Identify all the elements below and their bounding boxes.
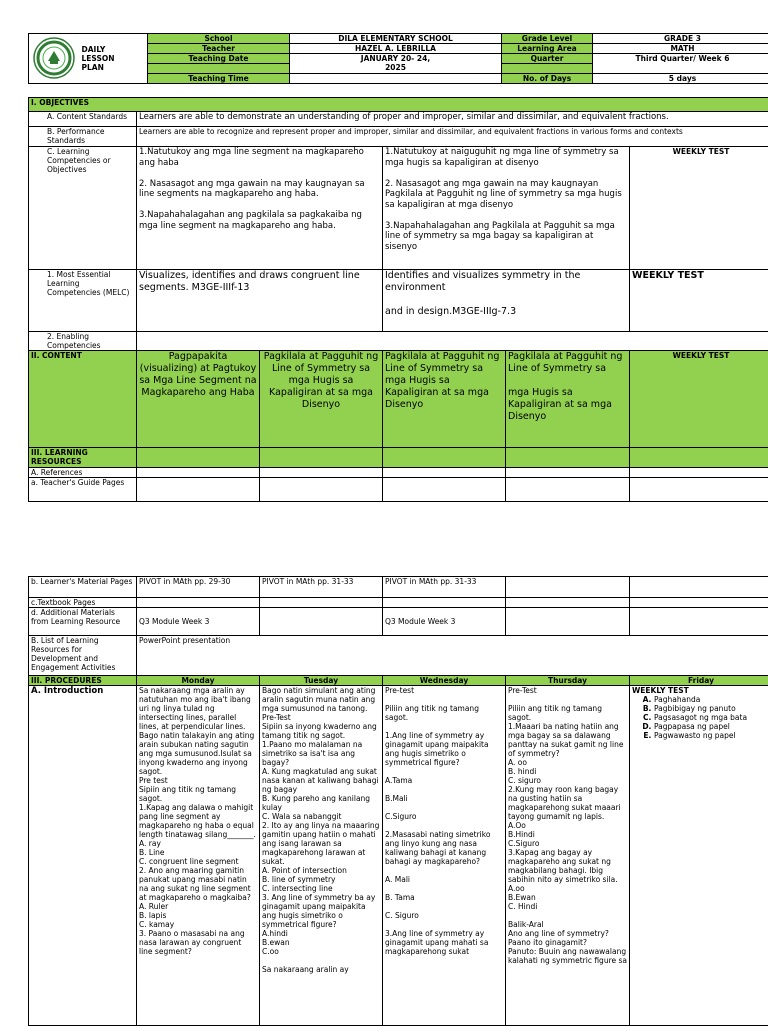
references-cell [260, 468, 383, 478]
resources-heading-cell [383, 448, 506, 468]
school-value: DILA ELEMENTARY SCHOOL [290, 34, 502, 44]
list-item: E. Pagwawasto ng papel [654, 731, 768, 740]
teachers-guide-cell [383, 478, 506, 502]
teaching-time-label: Teaching Time [148, 74, 290, 84]
references-cell [630, 468, 768, 478]
teacher-label: Teacher [148, 44, 290, 54]
introduction-thursday: Pre-Test Piliin ang titik ng tamang sagot. 1.Maaari ba nating hatiin ang mga bagay sa sa dalawang panttay na sukat gamit ng line of symmetry? A. oo B. hindi C. siguro 2.Kung may roon kang bagay na gusting hatiin sa magkaparehong sukat maaari tayong gumamit ng lapis. A.Oo B.Hindi C.Siguro 3.Kapag ang bagay ay magkapareho ang sukat ng magkabilang bahagi. Ibig sabihin nito ay simetriko sila. A.oo B.Ewan C. Hindi Balik-Aral Ano ang line of symmetry? Paano ito ginagamit? Panuto: Buuin ang nawawalang kalahati ng symmetric figure sa [506, 686, 630, 1026]
melc-friday: WEEKLY TEST [630, 270, 768, 332]
no-of-days-value: 5 days [593, 74, 768, 84]
references-label: A. References [29, 468, 137, 478]
list-of-resources-label: B. List of Learning Resources for Development and Engagement Activities [29, 636, 137, 676]
additional-materials-monday: Q3 Module Week 3 [137, 608, 260, 636]
friday-steps-list [632, 695, 768, 740]
school-label: School [148, 34, 290, 44]
learners-material-monday: PIVOT in MAth pp. 29-30 [137, 577, 260, 598]
list-of-resources-value: PowerPoint presentation [137, 636, 768, 676]
textbook-cell [137, 598, 260, 608]
blank-label-cell [502, 64, 593, 74]
grade-level-value: GRADE 3 [593, 34, 768, 44]
performance-standards-label: B. Performance Standards [29, 127, 137, 147]
references-cell [506, 468, 630, 478]
header-table [28, 33, 768, 84]
melc-monday: Visualizes, identifies and draws congruent line segments. M3GE-IIIf-13 [137, 270, 383, 332]
content-friday: WEEKLY TEST [630, 351, 768, 448]
enabling-competencies-label: 2. Enabling Competencies [29, 332, 137, 351]
list-item: B. Pagbibigay ng panuto [654, 704, 768, 713]
textbook-cell [260, 598, 383, 608]
references-cell [383, 468, 506, 478]
learners-material-cell [506, 577, 630, 598]
learning-area-value: MATH [593, 44, 768, 54]
day-header-tuesday: Tuesday [260, 676, 383, 686]
objectives-heading: I. OBJECTIVES [29, 98, 768, 112]
logo-cell [29, 34, 79, 84]
day-header-friday: Friday [630, 676, 768, 686]
content-heading: II. CONTENT [29, 351, 137, 448]
teaching-date-value: JANUARY 20- 24, 2025 [290, 54, 502, 74]
list-item: A. Paghahanda [654, 695, 768, 704]
melc-tue-thu: Identifies and visualizes symmetry in the environment and in design.M3GE-IIIg-7.3 [383, 270, 630, 332]
performance-standards-text: Learners are able to recognize and represent proper and improper, similar and dissimilar, and equivalent fractions in various forms and contexts [137, 127, 768, 147]
content-monday: Pagpapakita (visualizing) at Pagtukoy sa Mga Line Segment na Magkapareho ang Haba [137, 351, 260, 448]
content-thursday: Pagkilala at Pagguhit ng Line of Symmetry sa mga Hugis sa Kapaligiran at sa mga Disenyo [506, 351, 630, 448]
no-of-days-label: No. of Days [502, 74, 593, 84]
quarter-value: Third Quarter/ Week 6 [593, 54, 768, 74]
teaching-time-value [290, 74, 502, 84]
learners-material-tuesday: PIVOT in MAth pp. 31-33 [260, 577, 383, 598]
additional-materials-cell [630, 608, 768, 636]
content-standards-label: A. Content Standards [29, 112, 137, 127]
day-header-thursday: Thursday [506, 676, 630, 686]
teachers-guide-cell [137, 478, 260, 502]
learning-competencies-friday: WEEKLY TEST [630, 147, 768, 270]
introduction-tuesday: Bago natin simulant ang ating aralin sagutin muna natin ang mga sumusunod na tanong. Pre-Test Sipiin sa inyong kwaderno ang tamang titik ng sagot. 1.Paano mo malalaman na simetriko sa isa't isa ang bagay? A. Kung magkatulad ang sukat nasa kanan at kaliwang bahagi ng bagay B. Kung pareho ang kanilang kulay C. Wala sa nabanggit 2. Ito ay ang linya na maaaring gamitin upang hatiin o mahati ang isang larawan sa magkaparehong larawan at sukat. A. Point of intersection B. line of symmetry C. intersecting line 3. Ang line of symmetry ba ay ginagamit upang maipakita ang hugis simetriko o symmetrical figure? A.hindi B.ewan C.oo Sa nakaraang aralin ay [260, 686, 383, 1026]
learners-material-cell [630, 577, 768, 598]
list-item: C. Pagsasagot ng mga bata [654, 713, 768, 722]
procedures-table [28, 576, 768, 1026]
introduction-label: A. Introduction [29, 686, 137, 1026]
additional-materials-cell [506, 608, 630, 636]
resources-heading-cell [137, 448, 260, 468]
day-header-monday: Monday [137, 676, 260, 686]
teachers-guide-cell [260, 478, 383, 502]
learning-area-label: Learning Area [502, 44, 593, 54]
day-header-wednesday: Wednesday [383, 676, 506, 686]
introduction-monday: Sa nakaraang mga aralin ay natutuhan mo ang iba't ibang uri ng linya tulad ng intersecting lines, parallel lines, at perpendicular lines. Bago natin talakayin ang ating arain subukan nating sagutin ang mga sumusunod.Isulat sa inyong kwaderno ang inyong sagot. Pre test Sipiin ang titik ng tamang sagot. 1.Kapag ang dalawa o mahigit pang line segment ay magkapareho ng haba o equal length tinatawag silang_______. A. ray B. Line C. congruent line segment 2. Ano ang maaring gamitin panukat upang masabi natin na ang sukat ng line segment at magkapareho o magkaiba? A. Ruler B. lapis C. kamay 3. Paano o masasabi na ang nasa larawan ay congruent line segment? [137, 686, 260, 1026]
teachers-guide-label: a. Teacher's Guide Pages [29, 478, 137, 502]
procedures-heading: III. PROCEDURES [29, 676, 137, 686]
learning-competencies-label: C. Learning Competencies or Objectives [29, 147, 137, 270]
enabling-competencies-value [137, 332, 768, 351]
textbook-pages-label: c.Textbook Pages [29, 598, 137, 608]
introduction-friday [630, 686, 768, 1026]
melc-label: 1. Most Essential Learning Competencies (MELC) [29, 270, 137, 332]
content-wednesday: Pagkilala at Pagguhit ng Line of Symmetry sa mga Hugis sa Kapaligiran at sa mga Disenyo [383, 351, 506, 448]
quarter-label: Quarter [502, 54, 593, 64]
teachers-guide-cell [630, 478, 768, 502]
resources-heading-cell [506, 448, 630, 468]
friday-weekly-test-title: WEEKLY TEST [632, 686, 768, 695]
introduction-wednesday: Pre-test Piliin ang titik ng tamang sagot. 1.Ang line of symmetry ay ginagamit upang maipakita ang hugis simetriko o symmetrical figure? A.Tama B.Mali C.Siguro 2.Masasabi nating simetriko ang linyo kung ang nasa kaliwang bahagi at kanang bahagi ay magkapareho? A. Mali B. Tama C. Siguro 3.Ang line of symmetry ay ginagamit upang mahati sa magkaparehong sukat [383, 686, 506, 1026]
content-standards-text: Learners are able to demonstrate an understanding of proper and improper, similar and dissimilar, and equivalent fractions. [137, 112, 768, 127]
lesson-plan-title: DAILY LESSON PLAN [79, 34, 148, 84]
resources-heading-cell [630, 448, 768, 468]
resources-heading-cell [260, 448, 383, 468]
learning-competencies-monday: 1.Natutukoy ang mga line segment na magkapareho ang haba 2. Nasasagot ang mga gawain na may kaugnayan sa line segments na magkapareho ang haba. 3.Napahahalagahan ang pagkilala sa pagkakaiba ng mga line segment na magkapareho ang haba. [137, 147, 383, 270]
list-item: D. Pagpapasa ng papel [654, 722, 768, 731]
blank-label-cell [148, 64, 290, 74]
learning-resources-heading: III. LEARNING RESOURCES [29, 448, 137, 468]
learners-material-wednesday: PIVOT in MAth pp. 31-33 [383, 577, 506, 598]
teacher-value: HAZEL A. LEBRILLA [290, 44, 502, 54]
content-tuesday: Pagkilala at Pagguhit ng Line of Symmetry sa mga Hugis sa Kapaligiran at sa mga Disenyo [260, 351, 383, 448]
textbook-cell [630, 598, 768, 608]
textbook-cell [506, 598, 630, 608]
teaching-date-label: Teaching Date [148, 54, 290, 64]
additional-materials-label: d. Additional Materials from Learning Resource [29, 608, 137, 636]
deped-seal-icon [33, 37, 75, 79]
additional-materials-wednesday: Q3 Module Week 3 [383, 608, 506, 636]
objectives-table [28, 97, 768, 502]
textbook-cell [383, 598, 506, 608]
grade-level-label: Grade Level [502, 34, 593, 44]
references-cell [137, 468, 260, 478]
teachers-guide-cell [506, 478, 630, 502]
learning-competencies-tue-thu: 1.Natutukoy at naiguguhit ng mga line of symmetry sa mga hugis sa kapaligiran at disenyo 2. Nasasagot ang mga gawain na may kaugnayan Pagkilala at Pagguhit ng line of symmetry sa mga hugis sa kapaligiran at mga disenyo 3.Napahahalagahan ang Pagkilala at Pagguhit sa mga line of symmetry sa mga bagay sa kapaligiran at sisenyo [383, 147, 630, 270]
learners-material-label: b. Learner's Material Pages [29, 577, 137, 598]
additional-materials-cell [260, 608, 383, 636]
